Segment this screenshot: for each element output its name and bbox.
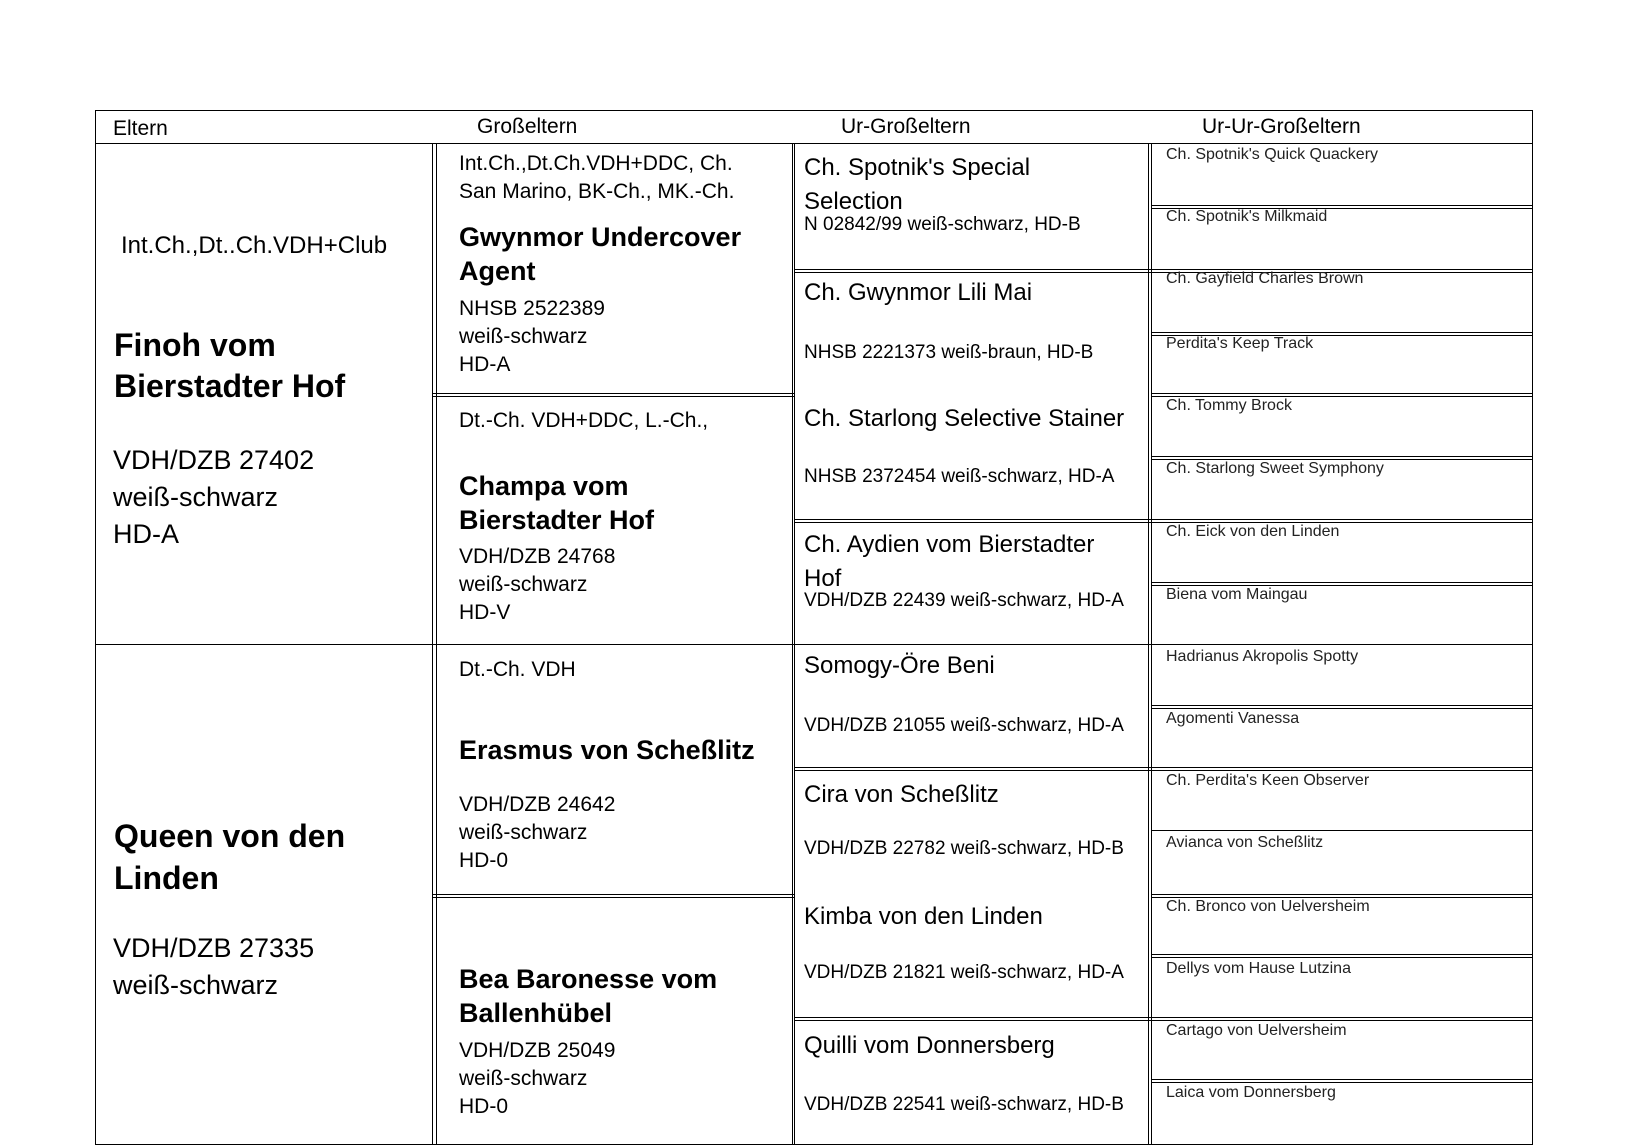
row-divider	[794, 1020, 1151, 1021]
row-divider	[1151, 894, 1533, 895]
row-divider	[1151, 519, 1533, 520]
row-divider	[1151, 770, 1533, 771]
grandparent-1-registration: NHSB 2522389	[459, 297, 605, 320]
great-great-grandparent-14: Dellys vom Hause Lutzina	[1166, 960, 1351, 977]
great-great-grandparent-5: Ch. Tommy Brock	[1166, 397, 1292, 414]
row-divider	[1151, 1079, 1533, 1080]
great-grandparent-1-name-line1: Ch. Spotnik's Special	[804, 154, 1031, 181]
sire-color: weiß-schwarz	[113, 482, 279, 512]
great-grandparent-6-name-line1: Cira von Scheßlitz	[804, 781, 999, 808]
grandparent-1-title-line2: San Marino, BK-Ch., MK.-Ch.	[459, 180, 735, 203]
great-grandparent-3-info: NHSB 2372454 weiß-schwarz, HD-A	[804, 466, 1115, 487]
grandparent-2-name-line1: Champa vom	[459, 471, 629, 501]
grandparent-4-name-line2: Ballenhübel	[459, 998, 613, 1028]
row-divider	[1151, 954, 1533, 955]
sire-name-line2: Bierstadter Hof	[114, 368, 346, 404]
great-great-grandparent-4: Perdita's Keep Track	[1166, 335, 1314, 352]
dam-registration: VDH/DZB 27335	[113, 933, 315, 963]
row-divider	[432, 393, 794, 394]
row-divider	[1151, 708, 1533, 709]
great-grandparent-3-name-line1: Ch. Starlong Selective Stainer	[804, 405, 1125, 432]
great-great-grandparent-16: Laica vom Donnersberg	[1166, 1084, 1336, 1101]
pedigree-table	[95, 110, 1533, 1145]
dam-name-line1: Queen von den	[114, 818, 346, 854]
great-great-grandparent-1: Ch. Spotnik's Quick Quackery	[1166, 146, 1379, 163]
great-great-grandparent-3: Ch. Gayfield Charles Brown	[1166, 270, 1364, 287]
great-grandparent-5-info: VDH/DZB 21055 weiß-schwarz, HD-A	[804, 715, 1124, 736]
grandparent-1-title-line1: Int.Ch.,Dt.Ch.VDH+DDC, Ch.	[459, 152, 733, 175]
row-divider	[1151, 957, 1533, 958]
great-great-grandparent-10: Agomenti Vanessa	[1166, 710, 1300, 727]
grandparent-4-name-line1: Bea Baronesse vom	[459, 964, 718, 994]
grandparent-3-registration: VDH/DZB 24642	[459, 793, 616, 816]
great-grandparent-6-info: VDH/DZB 22782 weiß-schwarz, HD-B	[804, 838, 1124, 859]
grandparent-4-color: weiß-schwarz	[459, 1067, 588, 1090]
row-divider	[1151, 332, 1533, 333]
row-divider	[1151, 830, 1533, 831]
grandparent-1-name-line2: Agent	[459, 256, 536, 286]
great-grandparent-8-info: VDH/DZB 22541 weiß-schwarz, HD-B	[804, 1094, 1124, 1115]
row-divider	[1151, 1020, 1533, 1021]
row-divider	[1151, 705, 1533, 706]
row-divider	[1151, 582, 1533, 583]
grandparent-1-color: weiß-schwarz	[459, 325, 588, 348]
header-divider	[95, 143, 1533, 144]
dam-name-line2: Linden	[114, 860, 219, 896]
great-great-grandparent-11: Ch. Perdita's Keen Observer	[1166, 772, 1370, 789]
row-divider	[1151, 1082, 1533, 1083]
sire-hd: HD-A	[113, 519, 179, 549]
grandparent-2-registration: VDH/DZB 24768	[459, 545, 616, 568]
dam-color: weiß-schwarz	[113, 970, 279, 1000]
great-great-grandparent-12: Avianca von Scheßlitz	[1166, 834, 1324, 851]
great-great-grandparent-9: Hadrianus Akropolis Spotty	[1166, 648, 1359, 665]
great-grandparent-1-name-line2: Selection	[804, 188, 903, 215]
row-divider	[1151, 205, 1533, 206]
great-grandparent-4-name-line2: Hof	[804, 565, 842, 592]
grandparent-3-title-line1: Dt.-Ch. VDH	[459, 658, 576, 681]
great-great-grandparent-13: Ch. Bronco von Uelversheim	[1166, 898, 1370, 915]
row-divider	[432, 897, 794, 898]
great-great-grandparent-15: Cartago von Uelversheim	[1166, 1022, 1347, 1039]
great-grandparent-1-info: N 02842/99 weiß-schwarz, HD-B	[804, 214, 1081, 235]
row-divider	[432, 894, 794, 895]
great-great-grandparent-2: Ch. Spotnik's Milkmaid	[1166, 208, 1328, 225]
row-divider	[794, 269, 1151, 270]
row-divider	[794, 522, 1151, 523]
row-divider	[794, 1017, 1151, 1018]
row-divider	[1151, 767, 1533, 768]
row-divider	[794, 767, 1151, 768]
grandparent-3-hd: HD-0	[459, 849, 509, 872]
great-great-grandparent-7: Ch. Eick von den Linden	[1166, 523, 1340, 540]
row-divider	[95, 644, 1533, 645]
grandparent-2-color: weiß-schwarz	[459, 573, 588, 596]
great-grandparent-8-name-line1: Quilli vom Donnersberg	[804, 1032, 1055, 1059]
sire-registration: VDH/DZB 27402	[113, 445, 315, 475]
header-grosseltern: Großeltern	[477, 115, 578, 138]
grandparent-4-hd: HD-0	[459, 1095, 509, 1118]
great-grandparent-5-name-line1: Somogy-Öre Beni	[804, 652, 995, 679]
grandparent-2-title-line1: Dt.-Ch. VDH+DDC, L.-Ch.,	[459, 409, 709, 432]
sire-title: Int.Ch.,Dt..Ch.VDH+Club	[121, 232, 388, 259]
row-divider	[432, 396, 794, 397]
great-grandparent-2-info: NHSB 2221373 weiß-braun, HD-B	[804, 342, 1094, 363]
grandparent-1-name-line1: Gwynmor Undercover	[459, 222, 742, 252]
great-grandparent-4-info: VDH/DZB 22439 weiß-schwarz, HD-A	[804, 590, 1124, 611]
grandparent-3-name-line1: Erasmus von Scheßlitz	[459, 735, 755, 765]
header-ur-grosseltern: Ur-Großeltern	[841, 115, 971, 138]
grandparent-1-hd: HD-A	[459, 353, 511, 376]
grandparent-2-hd: HD-V	[459, 601, 511, 624]
great-great-grandparent-6: Ch. Starlong Sweet Symphony	[1166, 460, 1384, 477]
row-divider	[794, 770, 1151, 771]
row-divider	[1151, 1017, 1533, 1018]
great-grandparent-4-name-line1: Ch. Aydien vom Bierstadter	[804, 531, 1095, 558]
row-divider	[794, 519, 1151, 520]
grandparent-4-registration: VDH/DZB 25049	[459, 1039, 616, 1062]
grandparent-2-name-line2: Bierstadter Hof	[459, 505, 655, 535]
header-ur-ur-grosseltern: Ur-Ur-Großeltern	[1202, 115, 1361, 138]
great-grandparent-7-name-line1: Kimba von den Linden	[804, 903, 1043, 930]
header-eltern: Eltern	[113, 117, 168, 140]
sire-name-line1: Finoh vom	[114, 327, 276, 363]
great-grandparent-7-info: VDH/DZB 21821 weiß-schwarz, HD-A	[804, 962, 1124, 983]
row-divider	[1151, 456, 1533, 457]
great-grandparent-2-name-line1: Ch. Gwynmor Lili Mai	[804, 279, 1033, 306]
great-great-grandparent-8: Biena vom Maingau	[1166, 586, 1308, 603]
row-divider	[794, 272, 1151, 273]
grandparent-3-color: weiß-schwarz	[459, 821, 588, 844]
row-divider	[1151, 393, 1533, 394]
